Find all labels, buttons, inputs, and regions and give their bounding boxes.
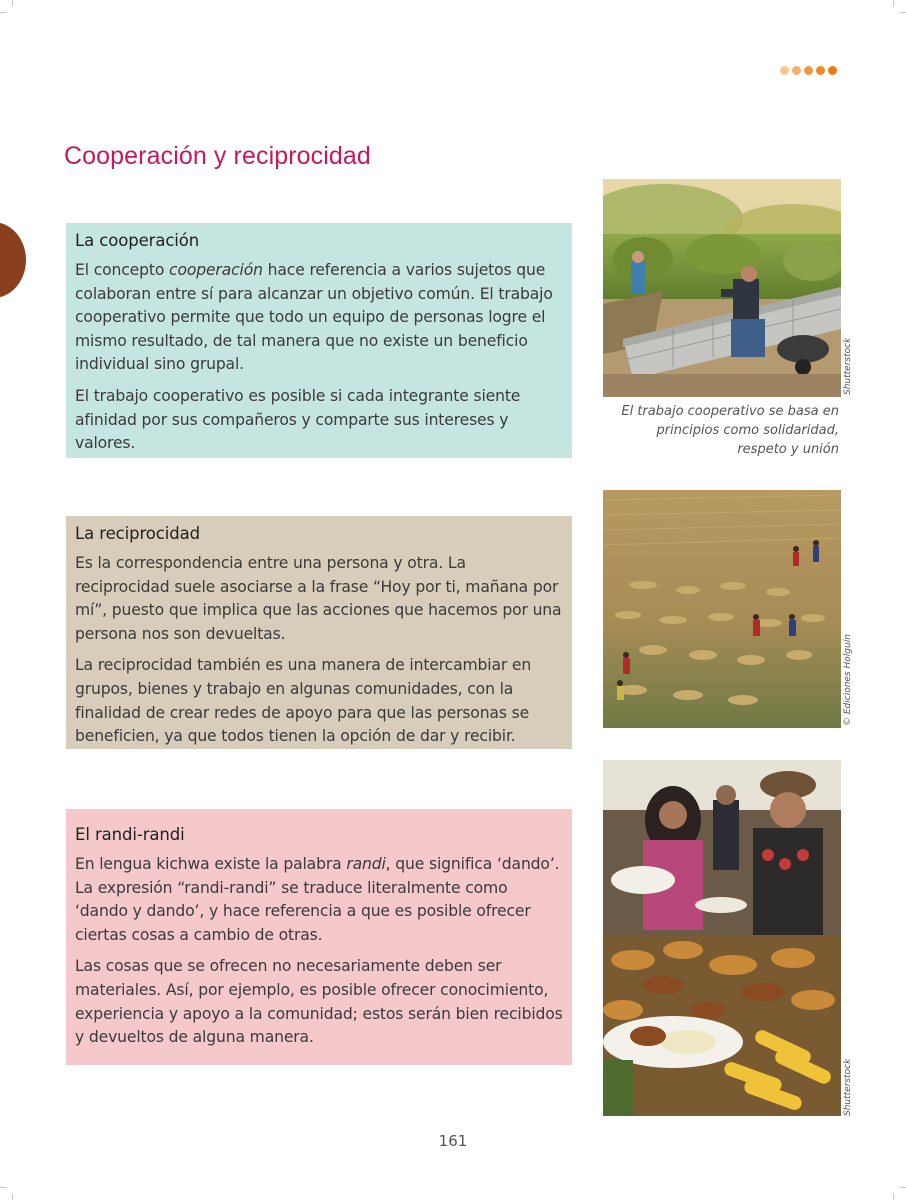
- crop-mark: [893, 0, 894, 6]
- reciprocity-paragraph-2: La reciprocidad también es una manera de intercambiar en grupos, bienes y trabajo en algunas comunidades, con la finalidad de crear redes de apoyo para que las personas se beneficien, ya que todos tienen la opción de dar y recibir.: [75, 656, 532, 746]
- photo-community-market: [603, 760, 841, 1116]
- randi-randi-title: El randi-randi: [75, 825, 185, 844]
- crop-mark: [12, 1194, 13, 1200]
- photo-credit: Shutterstock: [843, 337, 853, 395]
- page-number: 161: [438, 1132, 468, 1150]
- text-run: En lengua kichwa existe la palabra: [75, 855, 347, 873]
- emphasis-term: randi: [346, 855, 386, 873]
- cooperation-paragraph-2: El trabajo cooperativo es posible si cada integrante siente afinidad por sus compañeros y comparte sus intereses y valores.: [75, 386, 521, 453]
- reciprocity-section: [66, 516, 572, 749]
- randi-randi-paragraph-2: Las cosas que se ofrecen no necesariamente deben ser materiales. Así, por ejemplo, es posible ofrecer conocimiento, experiencia y apoyo a la comunidad; estos serán bien recibidos y devueltos de alguna manera.: [75, 957, 563, 1047]
- cooperation-section: [66, 223, 572, 458]
- header-dot: [828, 66, 837, 75]
- text-run: , que significa ‘dando’. La expresión “randi-randi” se traduce literalmente como ‘dando y dando’, y hace referencia a que es posible ofrecer ciertas cosas a cambio de otras.: [75, 855, 560, 944]
- text-run: El concepto: [75, 261, 170, 279]
- photo-workers-building-wall: [603, 179, 841, 397]
- crop-mark: [900, 1187, 906, 1188]
- photo-illustration: [603, 179, 841, 397]
- crop-mark: [12, 0, 13, 6]
- photo-illustration: [603, 490, 841, 728]
- header-dot: [804, 66, 813, 75]
- page-title: Cooperación y reciprocidad: [64, 142, 371, 170]
- header-dot: [780, 66, 789, 75]
- photo-harvest-field: [603, 490, 841, 728]
- cooperation-paragraph-1: [75, 259, 564, 377]
- header-dot: [792, 66, 801, 75]
- reciprocity-paragraph-1: Es la correspondencia entre una persona y otra. La reciprocidad suele asociarse a la frase “Hoy por ti, mañana por mí”, puesto que implica que las acciones que hacemos por una persona nos son devueltas.: [75, 554, 562, 643]
- photo-credit: Shutterstock: [843, 1058, 853, 1116]
- cooperation-title: La cooperación: [75, 231, 200, 250]
- randi-randi-section: [66, 809, 572, 1065]
- crop-mark: [0, 12, 6, 13]
- header-dot: [816, 66, 825, 75]
- photo-illustration: [603, 760, 841, 1116]
- crop-mark: [900, 12, 906, 13]
- reciprocity-title: La reciprocidad: [75, 524, 200, 543]
- crop-mark: [893, 1194, 894, 1200]
- crop-mark: [0, 1187, 6, 1188]
- emphasis-term: cooperación: [169, 261, 263, 279]
- photo-caption: El trabajo cooperativo se basa en principios como solidaridad, respeto y unión: [621, 404, 839, 457]
- chapter-tab-decoration: [0, 222, 26, 298]
- text-run: hace referencia a varios sujetos que colaboran entre sí para alcanzar un objetivo común. El trabajo cooperativo permite que todo un equipo de personas logre el mismo resultado, de tal manera que no existe un beneficio individual sino grupal.: [75, 261, 553, 374]
- randi-randi-paragraph-1: [75, 853, 564, 947]
- header-dots: [780, 66, 837, 75]
- photo-credit: © Ediciones Holguín: [843, 634, 853, 726]
